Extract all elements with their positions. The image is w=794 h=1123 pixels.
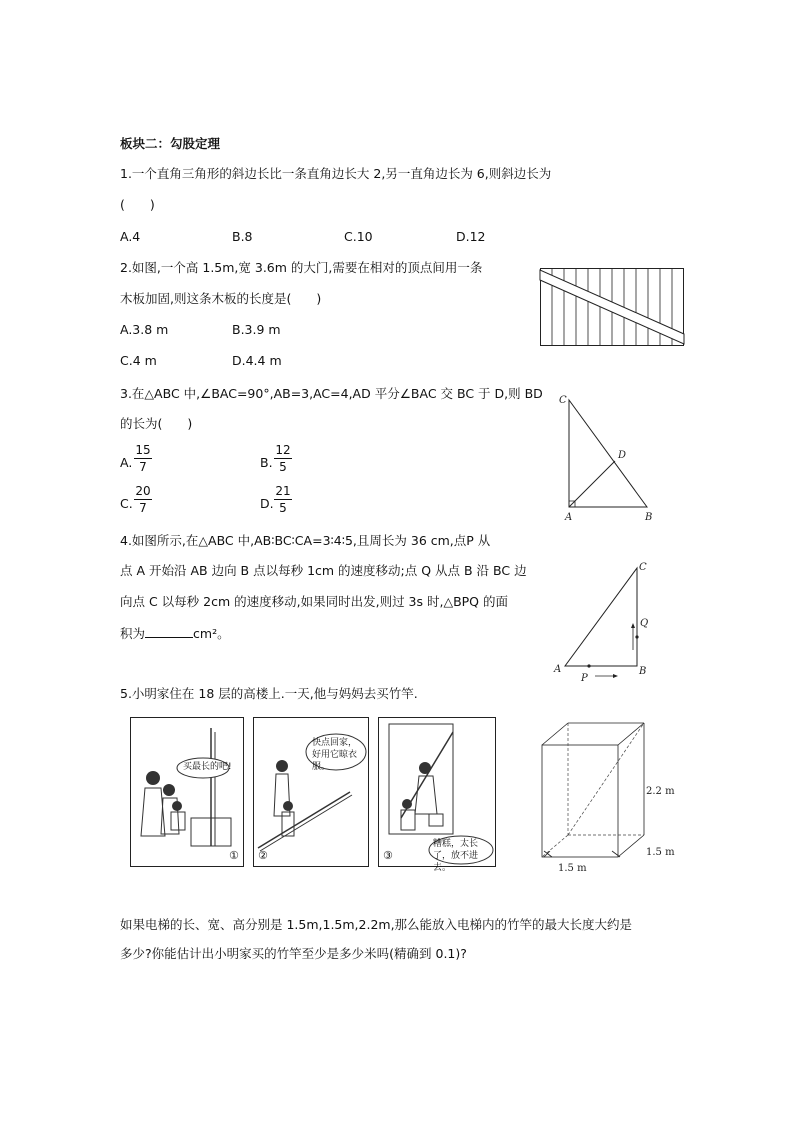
q1-option-b: B.8 bbox=[232, 229, 253, 244]
elevator-height-label: 2.2 m bbox=[646, 786, 675, 797]
q4-triangle-figure bbox=[545, 560, 665, 685]
comic-panel-3-bubble: 糟糕，太长了，放不进去。 bbox=[433, 839, 479, 873]
q1-text-line1: 1.一个直角三角形的斜边长比一条直角边长大 2,另一直角边长为 6,则斜边长为 bbox=[120, 166, 552, 181]
q4-line4-suffix: cm²。 bbox=[193, 626, 230, 641]
q5-text-line1: 5.小明家住在 18 层的高楼上.一天,他与妈妈去买竹竿. bbox=[120, 686, 418, 701]
comic-panel-1-bubble: 买最长的吧! bbox=[183, 762, 232, 772]
q2-option-d: D.4.4 m bbox=[232, 353, 282, 368]
q3-option-c-fraction: 20 7 bbox=[135, 484, 151, 515]
q2-option-b: B.3.9 m bbox=[232, 322, 281, 337]
comic-panel-2-number: ② bbox=[258, 849, 268, 862]
q4-text-line3: 向点 C 以每秒 2cm 的速度移动,如果同时出发,则过 3s 时,△BPQ 的面 bbox=[120, 594, 508, 609]
q3-text-line2: 的长为( ) bbox=[120, 416, 193, 431]
q3-option-b-letter: B. bbox=[260, 455, 273, 470]
comic-panel-3-number: ③ bbox=[383, 849, 393, 862]
q3-option-c-letter: C. bbox=[120, 496, 133, 511]
comic-panel-3 bbox=[378, 717, 496, 873]
q1-option-d: D.12 bbox=[456, 229, 486, 244]
q2-option-c: C.4 m bbox=[120, 353, 157, 368]
q3-option-a-letter: A. bbox=[120, 455, 133, 470]
q4-label-q: Q bbox=[640, 618, 649, 629]
comic-panel-1-number: ① bbox=[229, 849, 239, 862]
q3-option-a-fraction: 15 7 bbox=[135, 443, 151, 474]
comic-panel-1-art bbox=[131, 718, 243, 866]
q4-text-line2: 点 A 开始沿 AB 边向 B 点以每秒 1cm 的速度移动;点 Q 从点 B 沿 BC 边 bbox=[120, 563, 527, 578]
elevator-box-figure bbox=[530, 715, 675, 875]
q5-question-line2: 多少?你能估计出小明家买的竹竿至少是多少米吗(精确到 0.1)? bbox=[120, 946, 467, 961]
q4-text-line1: 4.如图所示,在△ABC 中,AB∶BC∶CA=3∶4∶5,且周长为 36 cm,点P 从 bbox=[120, 533, 491, 548]
q4-line4-prefix: 积为 bbox=[120, 626, 146, 641]
q3-option-d-letter: D. bbox=[260, 496, 274, 511]
q4-answer-blank[interactable] bbox=[145, 625, 193, 638]
gate-figure bbox=[540, 268, 684, 346]
elevator-width-label: 1.5 m bbox=[558, 863, 587, 874]
comic-panel-2-bubble: 快点回家，好用它晾衣服。 bbox=[312, 738, 358, 772]
q2-text-line1: 2.如图,一个高 1.5m,宽 3.6m 的大门,需要在相对的顶点间用一条 bbox=[120, 260, 483, 275]
q1-text-line2: ( ) bbox=[120, 197, 155, 212]
q4-text-line4 bbox=[120, 625, 230, 642]
q4-label-b: B bbox=[639, 666, 647, 677]
section-title: 板块二：勾股定理 bbox=[120, 136, 221, 151]
q3-label-c: C bbox=[559, 395, 567, 406]
q1-option-c: C.10 bbox=[344, 229, 373, 244]
q4-label-a: A bbox=[554, 664, 562, 675]
q4-label-c: C bbox=[639, 562, 647, 573]
q2-option-a: A.3.8 m bbox=[120, 322, 169, 337]
q3-option-d-fraction: 21 5 bbox=[275, 484, 291, 515]
q3-label-d: D bbox=[618, 450, 627, 461]
q3-text-line1: 3.在△ABC 中,∠BAC=90°,AB=3,AC=4,AD 平分∠BAC 交 BC 于 D,则 BD bbox=[120, 386, 543, 401]
q1-option-a: A.4 bbox=[120, 229, 141, 244]
q4-label-p: P bbox=[581, 673, 588, 684]
q3-option-b-fraction: 12 5 bbox=[275, 443, 291, 474]
q5-question-line1: 如果电梯的长、宽、高分别是 1.5m,1.5m,2.2m,那么能放入电梯内的竹竿的最大长度大约是 bbox=[120, 917, 633, 932]
comic-panel-1 bbox=[130, 717, 244, 867]
q3-label-a: A bbox=[565, 512, 573, 523]
elevator-depth-label: 1.5 m bbox=[646, 847, 675, 858]
q3-label-b: B bbox=[645, 512, 653, 523]
comic-panel-2 bbox=[253, 717, 369, 867]
q3-triangle-figure bbox=[555, 390, 665, 525]
q2-text-line2: 木板加固,则这条木板的长度是( ) bbox=[120, 291, 322, 306]
